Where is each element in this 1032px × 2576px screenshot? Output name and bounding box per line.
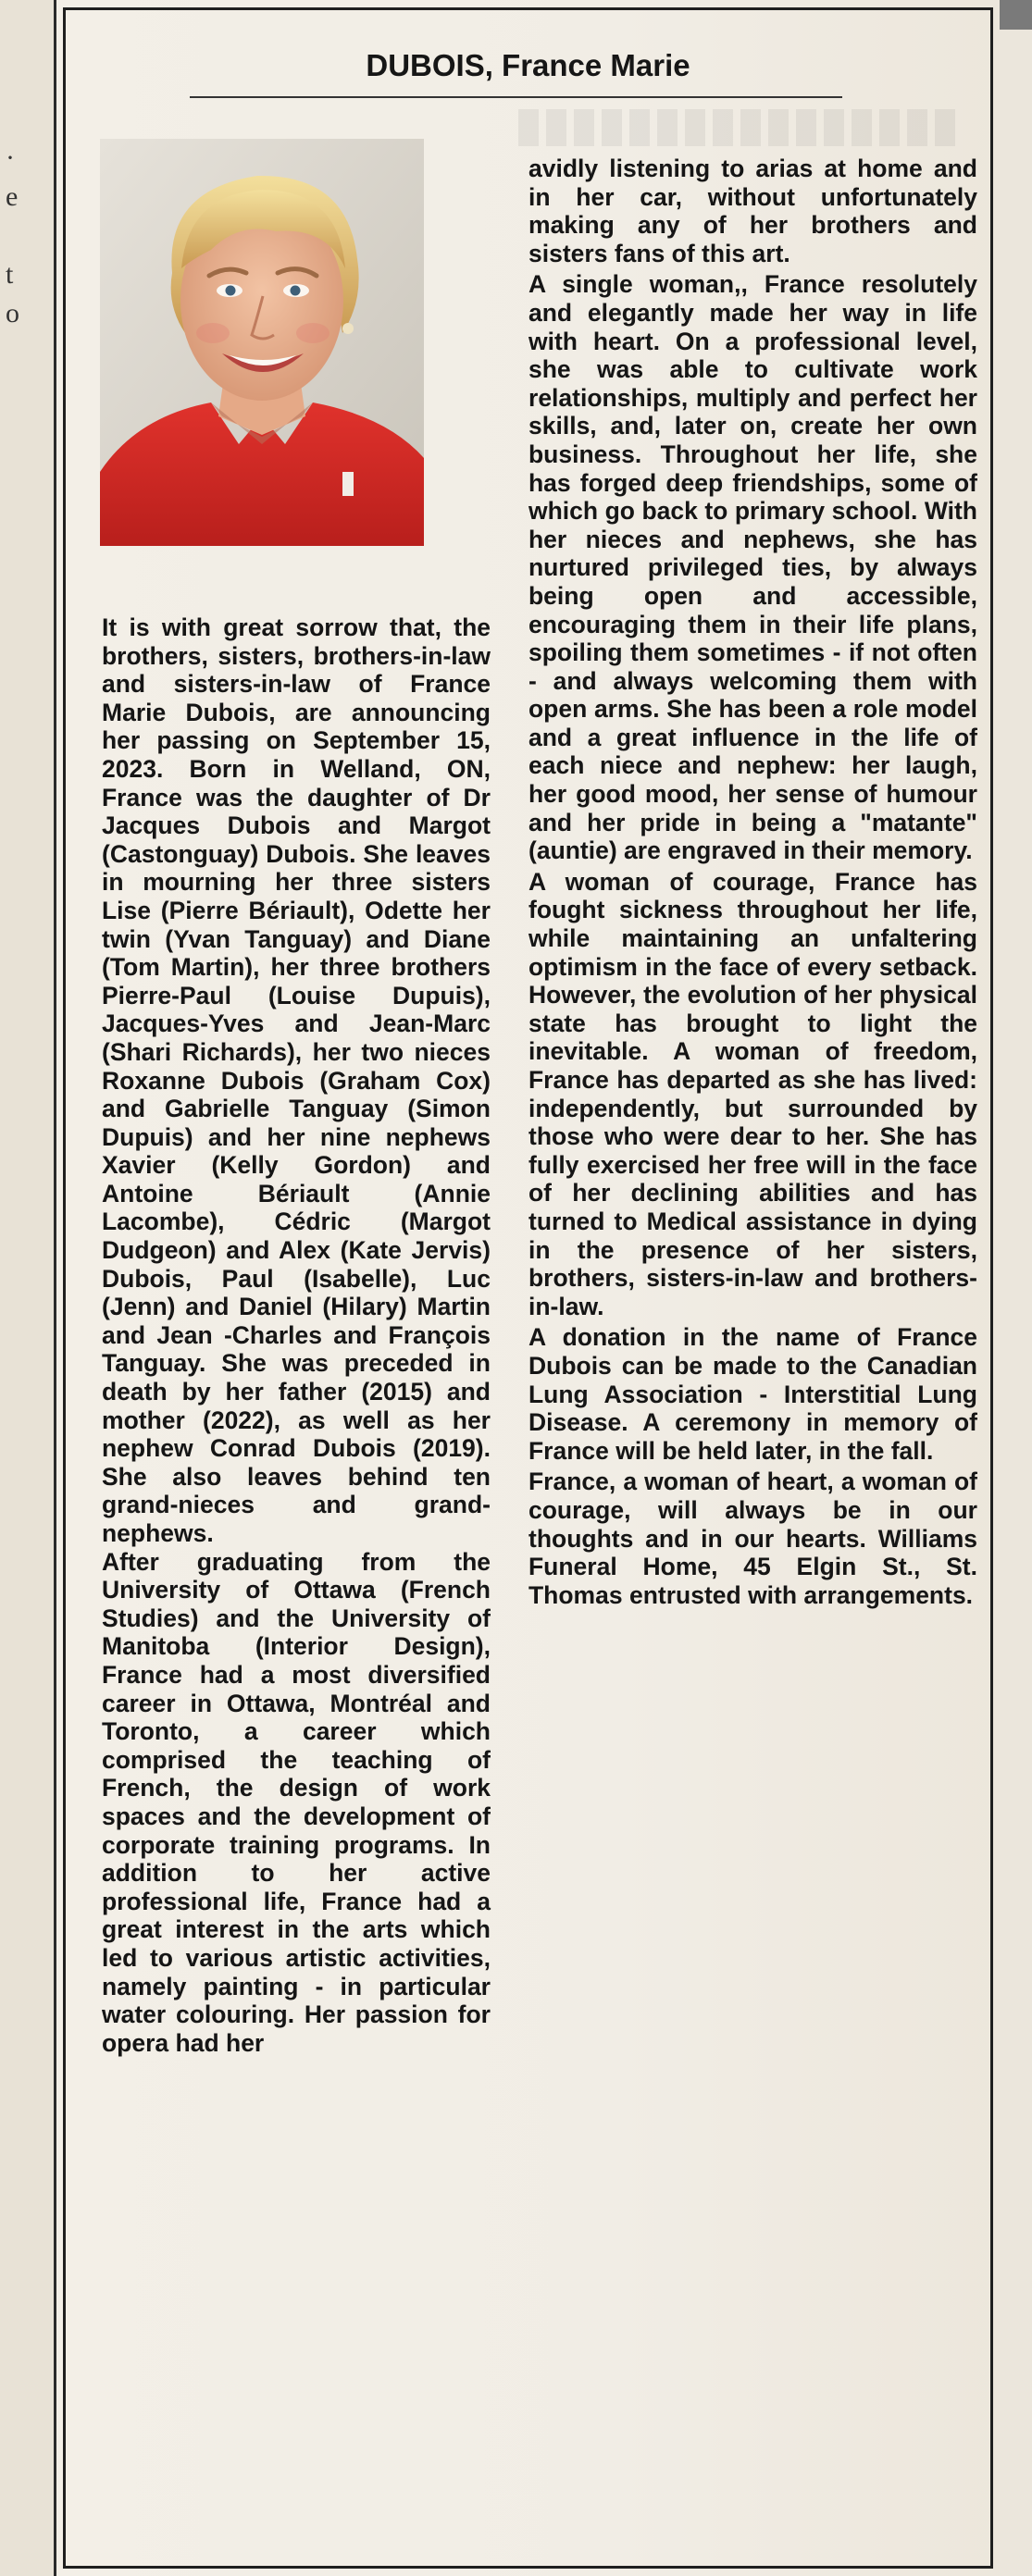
adjacent-column-strip-right — [1000, 0, 1032, 2576]
obituary-paragraph: France, a woman of heart, a woman of courage, will always be in our thoughts and in our hearts. Williams Funeral Home, 45 Elgin St., St. Thomas entrusted with arrangements. — [528, 1468, 977, 1609]
obituary-column-left — [102, 613, 491, 2057]
adjacent-column-fragment: · e t o — [6, 142, 19, 328]
adjacent-column-strip-left — [0, 0, 56, 2576]
obituary-title: DUBOIS, France Marie — [366, 48, 690, 82]
obituary-paragraph: A woman of courage, France has fought sickness throughout her life, while maintaining an unfaltering optimism in the face of every setback. However, the evolution of her physical state has brought to light the inevitable. A woman of freedom, France has departed as she has lived: independently, but surrounded by those who were dear to her. She has fully exercised her free will in the face of her declining abilities and has turned to Medical assistance in dying in the presence of her sisters, brothers, sisters-in-law and brothers-in-law. — [528, 867, 977, 1320]
portrait-photo — [100, 139, 424, 546]
obituary-paragraph: avidly listening to arias at home and in her car, without unfortunately making any of her brothers and sisters fans of this art. — [528, 155, 977, 267]
obituary-column-right — [528, 155, 977, 1609]
obituary-paragraph: A donation in the name of France Dubois can be made to the Canadian Lung Association - Interstitial Lung Disease. A ceremony in memory of France will be held later, in the fall. — [528, 1323, 977, 1465]
obituary-paragraph: It is with great sorrow that, the brothers, sisters, brothers-in-law and sisters-in-law of France Marie Dubois, are announcing her passing on September 15, 2023. Born in Welland, ON, France was the daughter of Dr Jacques Dubois and Margot (Castonguay) Dubois. She leaves in mourning her three sisters Lise (Pierre Bériault), Odette her twin (Yvan Tanguay) and Diane (Tom Martin), her three brothers Pierre-Paul (Louise Dupuis), Jacques-Yves and Jean-Marc (Shari Richards), her two nieces Roxanne Dubois (Graham Cox) and Gabrielle Tanguay (Simon Dupuis) and her nine nephews Xavier (Kelly Gordon) and Antoine Bériault (Annie Lacombe), Cédric (Margot Dudgeon) and Alex (Kate Jervis) Dubois, Paul (Isabelle), Luc (Jenn) and Daniel (Hilary) Martin and Jean -Charles and François Tanguay. She was preceded in death by her father (2015) and mother (2022), as well as her nephew Conrad Dubois (2019). She also leaves behind ten grand-nieces and grand-nephews. — [102, 613, 491, 1547]
title-underline — [190, 96, 842, 98]
portrait-image — [100, 139, 424, 546]
obituary-paragraph: A single woman,, France resolutely and elegantly made her way in life with heart. On a professional level, she was able to cultivate work relationships, multiply and perfect her skills, and, later on, create her own business. Throughout her life, she has forged deep friendships, some of which go back to primary school. With her nieces and nephews, she has nurtured privileged ties, by always being open and accessible, encouraging them in their life plans, spoiling them sometimes - if not often - and always welcoming them with open arms. She has been a role model and a great influence in the life of each niece and nephew: her laugh, her good mood, her sense of humour and her pride in being a "matante" (auntie) are engraved in their memory. — [528, 270, 977, 865]
obituary-paragraph: After graduating from the University of Ottawa (French Studies) and the University of Manitoba (Interior Design), France had a most diversified career in Ottawa, Montréal and Toronto, a career which comprised the teaching of French, the design of work spaces and the development of corporate training programs. In addition to her active professional life, France had a great interest in the arts which led to various artistic activities, namely painting - in particular water colouring. Her passion for opera had her — [102, 1547, 491, 2057]
